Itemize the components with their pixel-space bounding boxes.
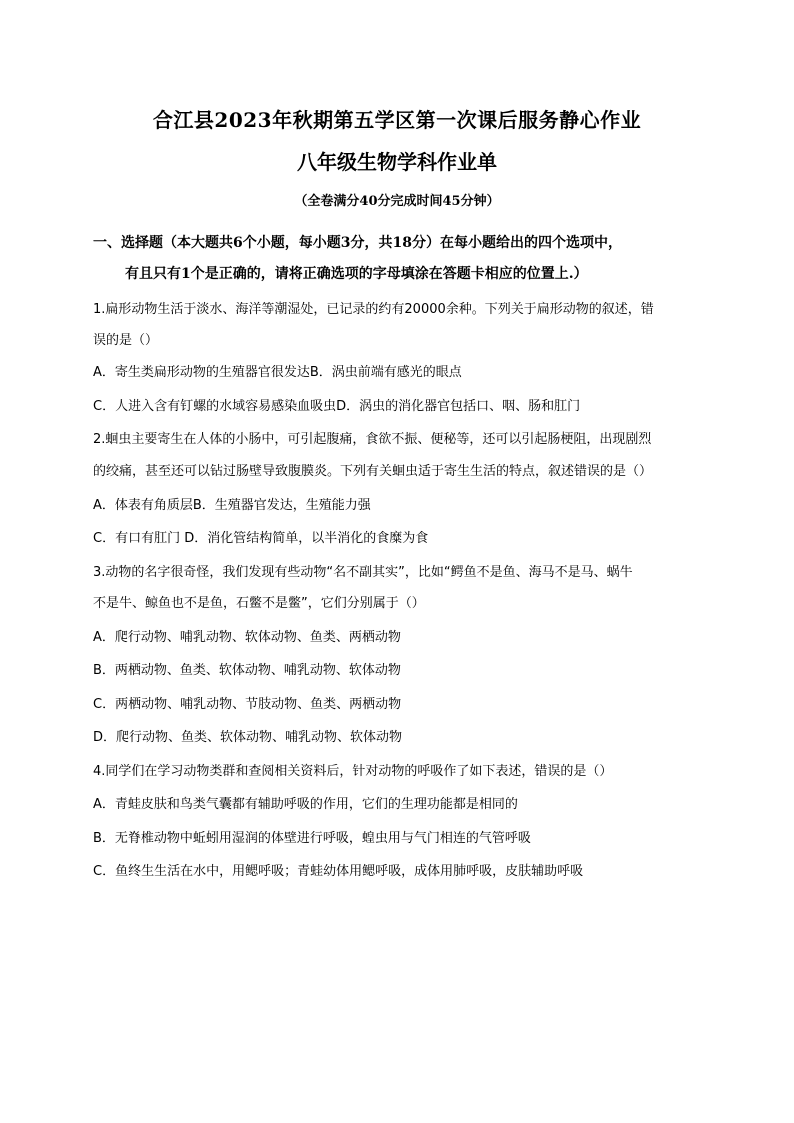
question-3-option-c: C．两栖动物、哺乳动物、节肢动物、鱼类、两栖动物 xyxy=(93,697,402,712)
question-1-stem-line2: 误的是（） xyxy=(93,333,159,348)
question-2-option-a-b: A．体表有角质层B．生殖器官发达，生殖能力强 xyxy=(93,498,371,513)
question-4-option-b: B．无脊椎动物中蚯蚓用湿润的体壁进行呼吸，蝗虫用与气门相连的气管呼吸 xyxy=(93,831,531,846)
section-heading-line2: 有且只有1个是正确的，请将正确选项的字母填涂在答题卡相应的位置上.） xyxy=(125,266,588,282)
question-1-stem-line1: 1.扁形动物生活于淡水、海洋等潮湿处，已记录的约有20000余种。下列关于扁形动物的叙述，错 xyxy=(93,302,654,317)
score-time-note: （全卷满分40分完成时间45分钟） xyxy=(294,194,500,209)
question-1-option-a-b: A．寄生类扁形动物的生殖器官很发达B．涡虫前端有感光的眼点 xyxy=(93,365,462,380)
question-1-option-c-d: C．人进入含有钉螺的水域容易感染血吸虫D．涡虫的消化器官包括口、咽、肠和肛门 xyxy=(93,399,581,414)
question-3-option-a: A．爬行动物、哺乳动物、软体动物、鱼类、两栖动物 xyxy=(93,630,401,645)
section-heading-line1: 一、选择题（本大题共6个小题，每小题3分，共18分）在每小题给出的四个选项中， xyxy=(93,235,622,251)
question-4-option-a: A．青蛙皮肤和鸟类气囊都有辅助呼吸的作用，它们的生理功能都是相同的 xyxy=(93,797,518,812)
question-4-stem-line1: 4.同学们在学习动物类群和查阅相关资料后，针对动物的呼吸作了如下表述，错误的是（） xyxy=(93,764,613,779)
page-title: 合江县2023年秋期第五学区第一次课后服务静心作业 xyxy=(152,108,642,132)
question-4-option-c: C．鱼终生生活在水中，用鳃呼吸；青蛙幼体用鳃呼吸，成体用肺呼吸，皮肤辅助呼吸 xyxy=(93,864,584,879)
question-3-option-b: B．两栖动物、鱼类、软体动物、哺乳动物、软体动物 xyxy=(93,663,401,678)
question-3-stem-line1: 3.动物的名字很奇怪，我们发现有些动物“名不副其实”，比如“鳄鱼不是鱼、海马不是马、蜗牛 xyxy=(93,565,633,580)
question-2-option-c-d: C．有口有肛门 D．消化管结构简单，以半消化的食糜为食 xyxy=(93,531,429,546)
question-3-option-d: D．爬行动物、鱼类、软体动物、哺乳动物、软体动物 xyxy=(93,730,403,745)
question-2-stem-line2: 的绞痛，甚至还可以钻过肠壁导致腹膜炎。下列有关蛔虫适于寄生生活的特点，叙述错误的是（） xyxy=(93,464,653,479)
question-3-stem-line2: 不是牛、鲸鱼也不是鱼，石鳖不是鳖”，它们分别属于（） xyxy=(93,596,425,611)
question-2-stem-line1: 2.蛔虫主要寄生在人体的小肠中，可引起腹痛，食欲不振、便秘等，还可以引起肠梗阻，出现剧烈 xyxy=(93,432,652,447)
page-subtitle: 八年级生物学科作业单 xyxy=(297,150,497,174)
